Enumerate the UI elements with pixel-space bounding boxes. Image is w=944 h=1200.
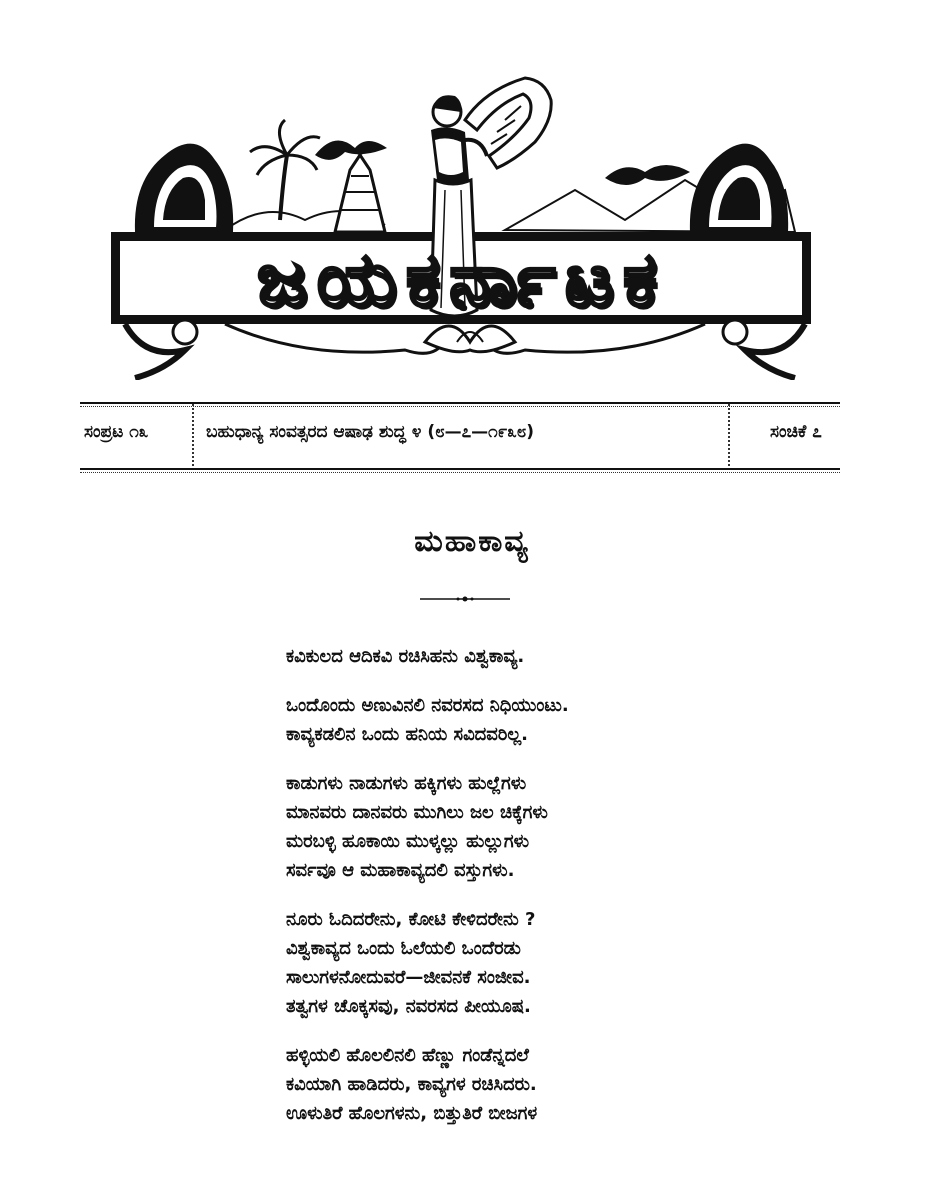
stanza-5 <box>286 1041 706 1128</box>
masthead <box>105 60 845 380</box>
poem-line: ವಿಶ್ವಕಾವ್ಯದ ಒಂದು ಓಲೆಯಲಿ ಒಂದೆರಡು <box>286 938 521 959</box>
strip-bottom-dotted-rule <box>80 472 840 473</box>
masthead-title: ಜಯಕರ್ನಾಟಕ <box>257 236 667 323</box>
poem-line: ತತ್ವಗಳ ಚೊಕ್ಕಸವು, ನವರಸದ ಪೀಯೂಷ. <box>286 996 531 1017</box>
issue-info-strip <box>80 396 840 476</box>
lotus-icon <box>425 326 515 352</box>
title-ornament-divider <box>420 596 510 602</box>
poem-line: ಸರ್ವವೂ ಆ ಮಹಾಕಾವ್ಯದಲಿ ವಸ್ತುಗಳು. <box>286 860 515 881</box>
poem-line: ಕಾವ್ಯಕಡಲಿನ ಒಂದು ಹನಿಯ ಸವಿದವರಿಲ್ಲ. <box>286 724 529 745</box>
poem-title: ಮಹಾಕಾವ್ಯ <box>414 524 530 559</box>
strip-top-rule <box>80 402 840 404</box>
palm-tree-icon <box>250 120 320 220</box>
strip-divider-right <box>728 404 730 470</box>
poem-line: ನೂರು ಓದಿದರೇನು, ಕೋಟಿ ಕೇಳಿದರೇನು ? <box>286 909 536 930</box>
strip-top-dotted-rule <box>80 406 840 407</box>
poem-line: ಕಾಡುಗಳು ನಾಡುಗಳು ಹಕ್ಕಿಗಳು ಹುಲ್ಲೆಗಳು <box>286 773 527 794</box>
volume-number: ಸಂಪ್ರಟ ೧೩ <box>84 422 149 442</box>
issue-number: ಸಂಚಿಕೆ ೭ <box>770 422 822 442</box>
poem-line: ಮಾನವರು ದಾನವರು ಮುಗಿಲು ಜಲ ಚಿಕ್ಕೆಗಳು <box>286 802 548 823</box>
temple-tower-icon <box>335 145 385 232</box>
poem-body <box>286 642 706 1148</box>
poem-line: ಮರಬಳ್ಳಿ ಹೂಕಾಯಿ ಮುಳ್ಕಲ್ಲು ಹುಲ್ಲುಗಳು <box>286 831 530 852</box>
right-pillar-ornament <box>690 144 788 232</box>
strip-divider-left <box>192 404 194 470</box>
poem-line: ಊಳುತಿರೆ ಹೊಲಗಳನು, ಬಿತ್ತುತಿರೆ ಬೀಜಗಳ <box>286 1103 538 1124</box>
stanza-2 <box>286 691 706 749</box>
stanza-4 <box>286 905 706 1021</box>
poem-line: ಒಂದೊಂದು ಅಣುವಿನಲಿ ನವರಸದ ನಿಧಿಯುಂಟು. <box>286 695 569 716</box>
stanza-3 <box>286 769 706 885</box>
masthead-illustration <box>105 60 845 380</box>
left-pillar-ornament <box>135 144 233 232</box>
poem-line: ಸಾಲುಗಳನೋದುವರೆ—ಜೀವನಕೆ ಸಂಜೀವ. <box>286 967 531 988</box>
strip-bottom-rule <box>80 468 840 470</box>
stanza-1 <box>286 642 706 671</box>
poem-line: ಕವಿಯಾಗಿ ಹಾಡಿದರು, ಕಾವ್ಯಗಳ ರಚಿಸಿದರು. <box>286 1074 537 1095</box>
poem-line: ಕವಿಕುಲದ ಆದಿಕವಿ ರಚಿಸಿಹನು ವಿಶ್ವಕಾವ್ಯ. <box>286 646 525 667</box>
issue-date: ಬಹುಧಾನ್ಯ ಸಂವತ್ಸರದ ಆಷಾಢ ಶುದ್ಧ ೪ (೮—೭—೧೯೩೮) <box>206 422 535 442</box>
poem-line: ಹಳ್ಳಿಯಲಿ ಹೊಲಲಿನಲಿ ಹೆಣ್ಣು ಗಂಡೆನ್ನದಲೆ <box>286 1045 529 1066</box>
